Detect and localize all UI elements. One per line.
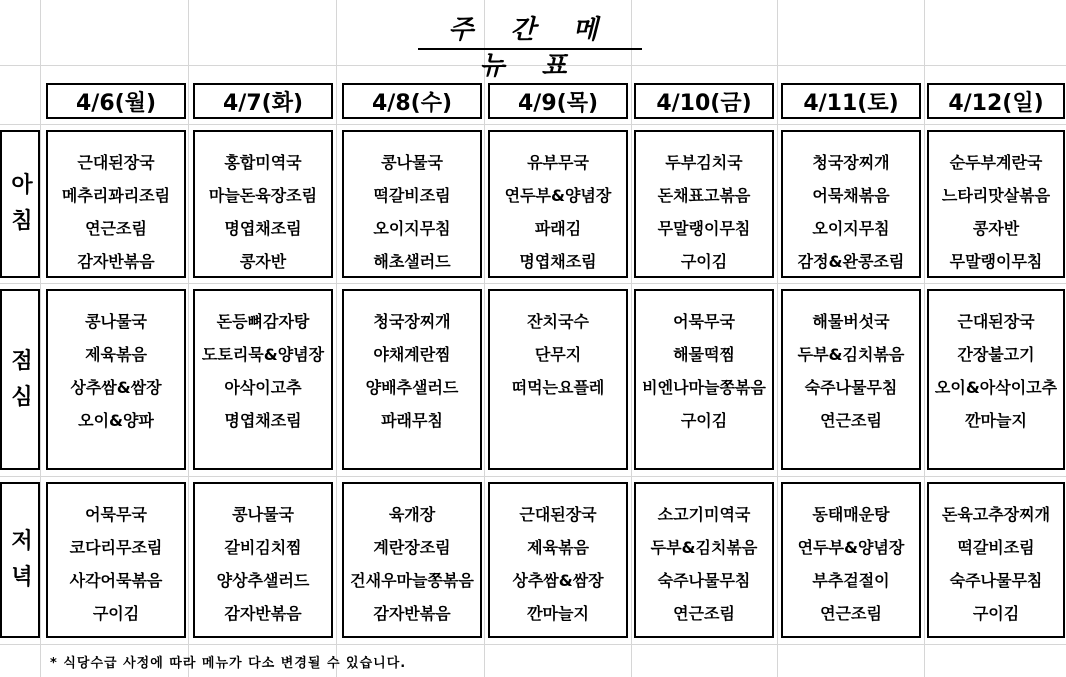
grid-line bbox=[0, 124, 1066, 125]
day-header: 4/6(월) bbox=[46, 83, 186, 119]
menu-item: 야채계란찜 bbox=[373, 345, 451, 364]
menu-item: 연근조림 bbox=[673, 604, 735, 623]
menu-item: 느타리맛살볶음 bbox=[941, 186, 1051, 205]
meal-label-lunch: 점 심 bbox=[0, 289, 40, 470]
menu-cell bbox=[488, 130, 628, 278]
menu-cell bbox=[634, 289, 774, 470]
menu-item: 근대된장국 bbox=[519, 505, 597, 524]
menu-item: 아삭이고추 bbox=[224, 378, 302, 397]
menu-cell bbox=[781, 130, 921, 278]
menu-item: 비엔나마늘쫑볶음 bbox=[642, 378, 766, 397]
menu-cell bbox=[46, 130, 186, 278]
grid-line bbox=[0, 644, 1066, 645]
grid-line bbox=[777, 0, 778, 677]
menu-cell bbox=[927, 482, 1065, 638]
menu-cell bbox=[634, 482, 774, 638]
menu-item: 제육볶음 bbox=[527, 538, 589, 557]
menu-item: 근대된장국 bbox=[77, 153, 155, 172]
grid-line bbox=[924, 0, 925, 677]
menu-cell bbox=[342, 289, 482, 470]
menu-item: 오이지무침 bbox=[812, 219, 890, 238]
menu-item: 연두부&양념장 bbox=[797, 538, 905, 557]
menu-item: 소고기미역국 bbox=[657, 505, 751, 524]
menu-item: 유부무국 bbox=[527, 153, 589, 172]
menu-item: 연근조림 bbox=[820, 604, 882, 623]
menu-item: 해초샐러드 bbox=[373, 252, 451, 271]
menu-item: 파래김 bbox=[534, 219, 582, 238]
menu-item: 돈육고추장찌개 bbox=[941, 505, 1051, 524]
menu-cell bbox=[342, 482, 482, 638]
menu-item: 콩자반 bbox=[239, 252, 287, 271]
menu-cell bbox=[488, 289, 628, 470]
menu-item: 숙주나물무침 bbox=[657, 571, 751, 590]
grid-line bbox=[336, 0, 337, 677]
menu-item: 떡갈비조림 bbox=[373, 186, 451, 205]
menu-item: 감자반볶음 bbox=[224, 604, 302, 623]
menu-item: 단무지 bbox=[534, 345, 582, 364]
menu-item: 구이김 bbox=[680, 252, 728, 271]
menu-item: 파래무침 bbox=[381, 411, 443, 430]
menu-cell bbox=[634, 130, 774, 278]
menu-item: 콩나물국 bbox=[85, 312, 147, 331]
menu-item: 청국장찌개 bbox=[812, 153, 890, 172]
day-header: 4/10(금) bbox=[634, 83, 774, 119]
menu-item: 동태매운탕 bbox=[812, 505, 890, 524]
menu-item: 오이&양파 bbox=[78, 411, 154, 430]
menu-item: 양배추샐러드 bbox=[365, 378, 459, 397]
menu-cell bbox=[193, 289, 333, 470]
menu-cell bbox=[193, 130, 333, 278]
grid-line bbox=[0, 476, 1066, 477]
menu-item: 사각어묵볶음 bbox=[69, 571, 163, 590]
menu-item: 순두부계란국 bbox=[949, 153, 1043, 172]
page-title: 주 간 메 뉴 표 bbox=[418, 12, 642, 50]
menu-item: 양상추샐러드 bbox=[216, 571, 310, 590]
menu-item: 돈등뼈감자탕 bbox=[216, 312, 310, 331]
menu-item: 잔치국수 bbox=[527, 312, 589, 331]
menu-item: 어묵채볶음 bbox=[812, 186, 890, 205]
menu-item: 도토리묵&양념장 bbox=[201, 345, 325, 364]
menu-item: 깐마늘지 bbox=[965, 411, 1027, 430]
menu-item: 콩자반 bbox=[972, 219, 1020, 238]
menu-item: 상추쌈&쌈장 bbox=[512, 571, 604, 590]
menu-item: 근대된장국 bbox=[957, 312, 1035, 331]
menu-item: 간장불고기 bbox=[957, 345, 1035, 364]
menu-item: 무말랭이무침 bbox=[657, 219, 751, 238]
grid-line bbox=[484, 0, 485, 677]
menu-item: 두부김치국 bbox=[665, 153, 743, 172]
menu-item: 해물버섯국 bbox=[812, 312, 890, 331]
grid-line bbox=[40, 0, 41, 677]
menu-cell bbox=[193, 482, 333, 638]
meal-label-breakfast: 아 침 bbox=[0, 130, 40, 278]
menu-item: 숙주나물무침 bbox=[804, 378, 898, 397]
menu-item: 어묵무국 bbox=[85, 505, 147, 524]
menu-item: 오이지무침 bbox=[373, 219, 451, 238]
menu-item: 부추겉절이 bbox=[812, 571, 890, 590]
menu-item: 연근조림 bbox=[85, 219, 147, 238]
menu-cell bbox=[46, 289, 186, 470]
menu-item: 계란장조림 bbox=[373, 538, 451, 557]
menu-item: 돈채표고볶음 bbox=[657, 186, 751, 205]
menu-cell bbox=[927, 289, 1065, 470]
menu-item: 콩나물국 bbox=[381, 153, 443, 172]
grid-line bbox=[188, 0, 189, 677]
menu-item: 감자반볶음 bbox=[77, 252, 155, 271]
menu-item: 상추쌈&쌈장 bbox=[70, 378, 162, 397]
menu-item: 숙주나물무침 bbox=[949, 571, 1043, 590]
day-header: 4/11(토) bbox=[781, 83, 921, 119]
menu-item: 청국장찌개 bbox=[373, 312, 451, 331]
menu-cell bbox=[342, 130, 482, 278]
menu-cell bbox=[488, 482, 628, 638]
menu-item: 명엽채조림 bbox=[224, 219, 302, 238]
menu-item: 코다리무조림 bbox=[69, 538, 163, 557]
menu-item: 명엽채조림 bbox=[519, 252, 597, 271]
grid-line bbox=[631, 0, 632, 677]
day-header: 4/9(목) bbox=[488, 83, 628, 119]
menu-item: 연근조림 bbox=[820, 411, 882, 430]
menu-item: 오이&아삭이고추 bbox=[934, 378, 1058, 397]
menu-item: 무말랭이무침 bbox=[949, 252, 1043, 271]
menu-item: 어묵무국 bbox=[673, 312, 735, 331]
day-header: 4/7(화) bbox=[193, 83, 333, 119]
menu-item: 제육볶음 bbox=[85, 345, 147, 364]
menu-item: 갈비김치찜 bbox=[224, 538, 302, 557]
menu-item: 감정&완콩조림 bbox=[797, 252, 905, 271]
grid-line bbox=[0, 283, 1066, 284]
menu-item: 구이김 bbox=[680, 411, 728, 430]
day-header: 4/8(수) bbox=[342, 83, 482, 119]
menu-item: 육개장 bbox=[388, 505, 436, 524]
menu-cell bbox=[46, 482, 186, 638]
menu-item: 떠먹는요플레 bbox=[511, 378, 605, 397]
menu-item: 연두부&양념장 bbox=[504, 186, 612, 205]
menu-item: 두부&김치볶음 bbox=[650, 538, 758, 557]
footnote: * 식당수급 사정에 따라 메뉴가 다소 변경될 수 있습니다. bbox=[50, 656, 407, 671]
menu-item: 홍합미역국 bbox=[224, 153, 302, 172]
menu-item: 두부&김치볶음 bbox=[797, 345, 905, 364]
menu-item: 건새우마늘쫑볶음 bbox=[350, 571, 474, 590]
menu-item: 떡갈비조림 bbox=[957, 538, 1035, 557]
menu-cell bbox=[927, 130, 1065, 278]
menu-item: 감자반볶음 bbox=[373, 604, 451, 623]
menu-item: 메추리꽈리조림 bbox=[61, 186, 171, 205]
menu-item: 깐마늘지 bbox=[527, 604, 589, 623]
menu-item: 구이김 bbox=[972, 604, 1020, 623]
menu-item: 구이김 bbox=[92, 604, 140, 623]
meal-label-dinner: 저 녁 bbox=[0, 482, 40, 638]
menu-item: 콩나물국 bbox=[232, 505, 294, 524]
day-header: 4/12(일) bbox=[927, 83, 1065, 119]
menu-item: 해물떡찜 bbox=[673, 345, 735, 364]
menu-cell bbox=[781, 289, 921, 470]
menu-item: 명엽채조림 bbox=[224, 411, 302, 430]
menu-cell bbox=[781, 482, 921, 638]
menu-item: 마늘돈육장조림 bbox=[208, 186, 318, 205]
